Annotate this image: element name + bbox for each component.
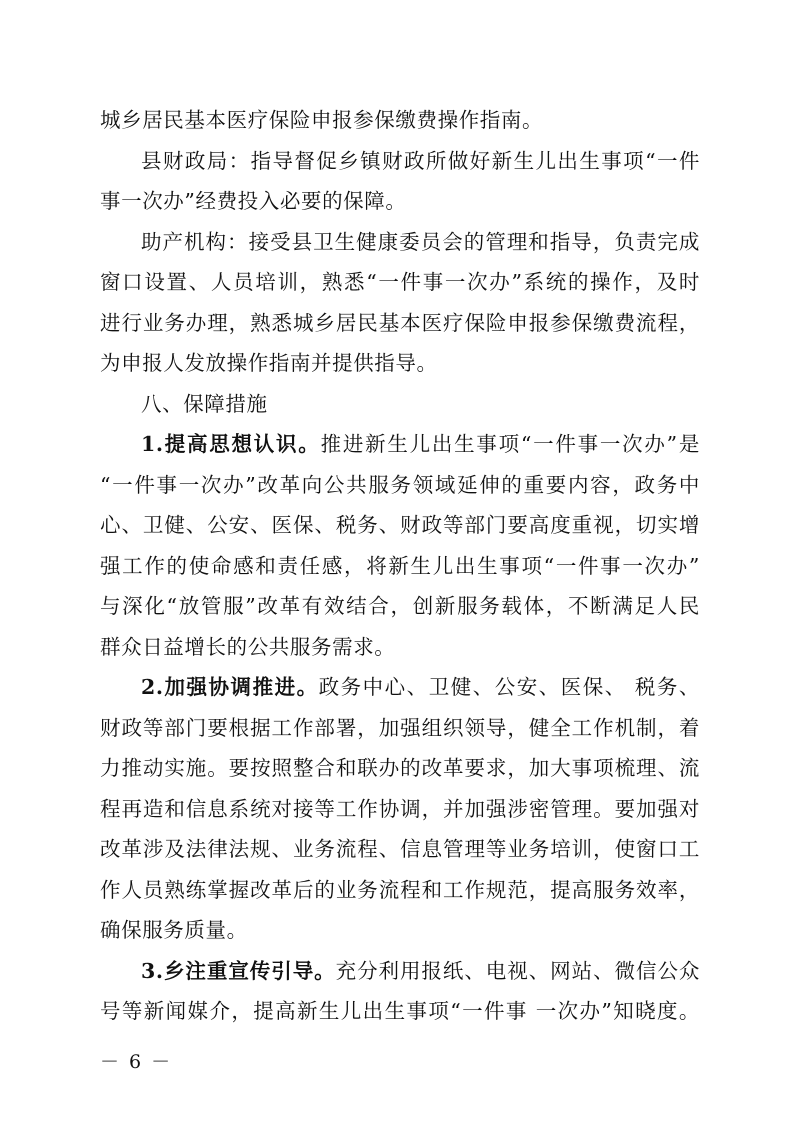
text-line: 助产机构：接受县卫生健康委员会的管理和指导，负责完成	[141, 230, 700, 254]
text-line: “一件事一次办”改革向公共服务领域延伸的重要内容，政务中	[100, 473, 700, 497]
text-line	[141, 958, 700, 984]
text-segment: 政务中心、卫健、公安、医保、 税务、	[318, 675, 700, 699]
item-heading: 1.提高思想认识。	[141, 432, 321, 456]
item-heading: 3.乡注重宣传引导。	[141, 959, 336, 983]
item-heading: 2.加强协调推进。	[141, 675, 319, 699]
text-segment: 推进新生儿出生事项“一件事一次办”是	[320, 432, 700, 456]
text-line: 为申报人发放操作指南并提供指导。	[100, 351, 438, 375]
text-segment: 充分利用报纸、电视、网站、微信公众	[335, 959, 700, 983]
text-line: 号等新闻媒介，提高新生儿出生事项“一件事 一次办”知晓度。	[100, 999, 700, 1023]
text-line: 与深化“放管服”改革有效结合，创新服务载体，不断满足人民	[100, 594, 700, 618]
text-line: 作人员熟练掌握改革后的业务流程和工作规范，提高服务效率，	[100, 878, 700, 902]
text-line: 城乡居民基本医疗保险申报参保缴费操作指南。	[100, 108, 544, 132]
page-number: － 6 －	[100, 1051, 173, 1073]
text-line: 程再造和信息系统对接等工作协调，并加强涉密管理。要加强对	[100, 797, 700, 821]
text-line: 群众日益增长的公共服务需求。	[100, 635, 396, 659]
section-heading: 八、保障措施	[141, 392, 268, 416]
text-line: 力推动实施。要按照整合和联办的改革要求，加大事项梳理、流	[100, 756, 700, 780]
text-line: 强工作的使命感和责任感，将新生儿出生事项“一件事一次办”	[100, 554, 700, 578]
text-line: 县财政局：指导督促乡镇财政所做好新生儿出生事项“一件	[141, 149, 700, 173]
text-line: 窗口设置、人员培训，熟悉“一件事一次办”系统的操作，及时	[100, 270, 700, 294]
text-line	[141, 431, 700, 457]
text-line: 心、卫健、公安、医保、税务、财政等部门要高度重视，切实增	[100, 513, 700, 537]
text-line	[141, 674, 700, 700]
text-line: 改革涉及法律法规、业务流程、信息管理等业务培训，使窗口工	[100, 837, 700, 861]
text-line: 确保服务质量。	[100, 918, 248, 942]
text-line: 事一次办”经费投入必要的保障。	[100, 189, 407, 213]
text-line: 财政等部门要根据工作部署，加强组织领导，健全工作机制，着	[100, 716, 700, 740]
text-line: 进行业务办理，熟悉城乡居民基本医疗保险申报参保缴费流程，	[100, 311, 700, 335]
